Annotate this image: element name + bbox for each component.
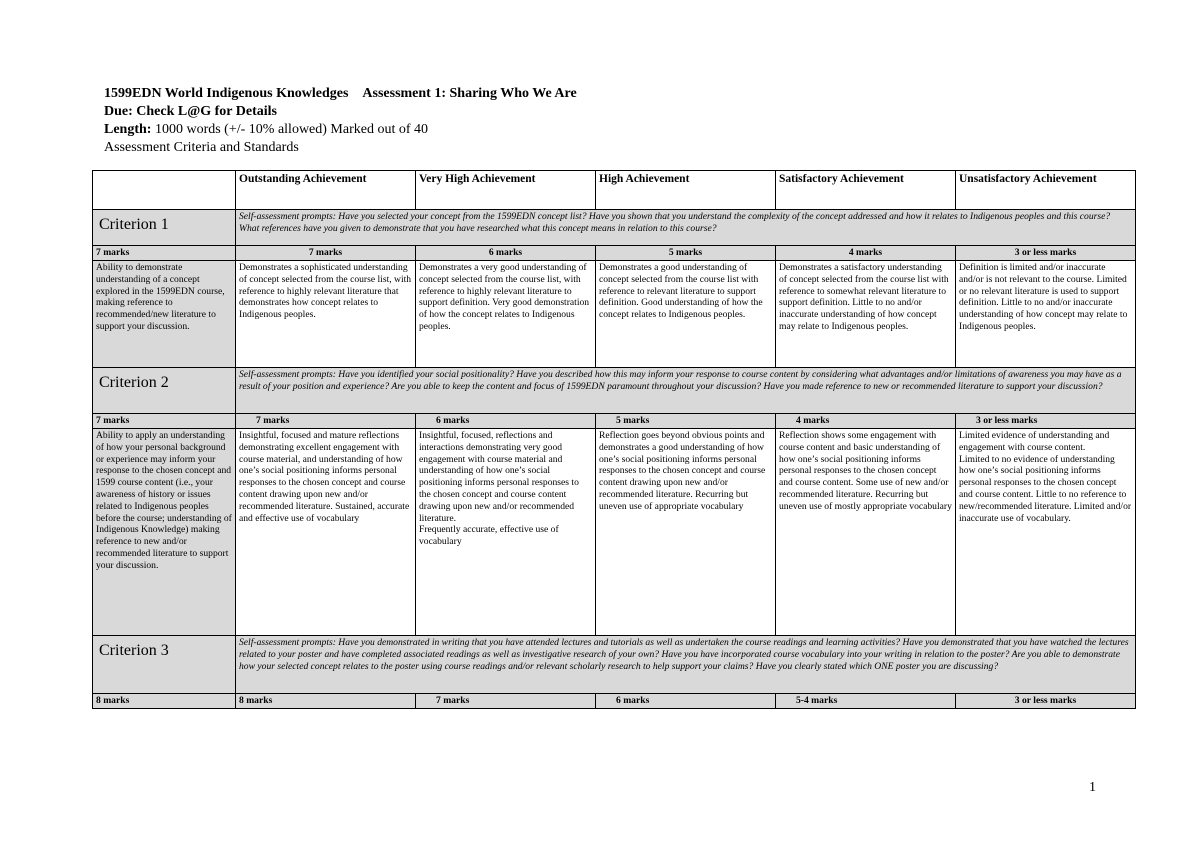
rubric-table xyxy=(92,170,1136,709)
criterion-1-marks-very-high: 6 marks xyxy=(416,246,596,261)
criterion-2-marks-unsatisfactory: 3 or less marks xyxy=(956,414,1136,429)
criterion-1-marks-total: 7 marks xyxy=(93,246,236,261)
column-header-unsatisfactory: Unsatisfactory Achievement xyxy=(956,171,1136,210)
criterion-1-marks-high: 5 marks xyxy=(596,246,776,261)
length-value: 1000 words (+/- 10% allowed) Marked out of 40 xyxy=(154,122,429,137)
criterion-1-descriptions-row xyxy=(93,261,1136,368)
criterion-2-description: Ability to apply an understanding of how your personal background or experience may inform your response to the chosen concept and 1599 course content (i.e., your awareness of history or issues related to Indigenous peoples before the course; understanding of Indigenous Knowledge) making reference to new and/or recommended literature to support your discussion. xyxy=(93,429,236,636)
criterion-1-satisfactory-text: Demonstrates a satisfactory understanding of concept selected from the course list with reference to somewhat relevant literature to support definition. Little to no and/or inaccurate understanding of how concept may relate to Indigenous peoples. xyxy=(776,261,956,368)
criterion-3-name: Criterion 3 xyxy=(93,636,236,694)
column-header-very-high: Very High Achievement xyxy=(416,171,596,210)
criterion-3-marks-total: 8 marks xyxy=(93,694,236,709)
criterion-2-outstanding-text: Insightful, focused and mature reflections demonstrating excellent engagement with course material, and understanding of how one’s social positioning informs personal responses to the chosen concept and course content drawing upon new and/or recommended literature. Sustained, accurate and effective use of vocabulary xyxy=(236,429,416,636)
due-line: Due: Check L@G for Details xyxy=(104,104,277,119)
criterion-3-marks-high: 6 marks xyxy=(596,694,776,709)
header-row xyxy=(93,171,1136,210)
criterion-2-marks-very-high: 6 marks xyxy=(416,414,596,429)
criterion-2-marks-total: 7 marks xyxy=(93,414,236,429)
criterion-1-marks-unsatisfactory: 3 or less marks xyxy=(956,246,1136,261)
column-header-high: High Achievement xyxy=(596,171,776,210)
criterion-1-unsatisfactory-text: Definition is limited and/or inaccurate and/or is not relevant to the course. Limited or no relevant literature is used to support definition. Little to no and/or inaccurate understanding of how concept may relate to Indigenous peoples. xyxy=(956,261,1136,368)
criterion-2-satisfactory-text: Reflection shows some engagement with course content and basic understanding of how one’s social positioning informs personal responses to the chosen concept and course content. Some use of new and/or recommended literature. Recurring but uneven use of mostly appropriate vocabulary xyxy=(776,429,956,636)
column-header-empty xyxy=(93,171,236,210)
page-number: 1 xyxy=(1089,780,1096,795)
criterion-3-marks-outstanding: 8 marks xyxy=(236,694,416,709)
criterion-1-description: Ability to demonstrate understanding of a concept explored in the 1599EDN course, making reference to recommended/new literature to support your discussion. xyxy=(93,261,236,368)
criterion-1-marks-outstanding: 7 marks xyxy=(236,246,416,261)
criterion-2-high-text: Reflection goes beyond obvious points and demonstrates a good understanding of how one’s social positioning informs personal responses to the chosen concept and course content drawing upon new and/or recommended literature. Recurring but uneven use of appropriate vocabulary xyxy=(596,429,776,636)
criterion-2-marks-high: 5 marks xyxy=(596,414,776,429)
criterion-2-marks-row xyxy=(93,414,1136,429)
column-header-outstanding: Outstanding Achievement xyxy=(236,171,416,210)
criterion-1-high-text: Demonstrates a good understanding of concept selected from the course list with reference to relevant literature to support definition. Good understanding of how the concept relates to Indigenous peoples. xyxy=(596,261,776,368)
title-line xyxy=(104,85,577,103)
criterion-1-outstanding-text: Demonstrates a sophisticated understanding of concept selected from the course list, with reference to highly relevant literature that demonstrates how concept relates to Indigenous peoples. xyxy=(236,261,416,368)
criterion-1-prompt: Self-assessment prompts: Have you selected your concept from the 1599EDN concept list? Have you shown that you understand the complexity of the concept addressed and how it relates to Indigenous peoples and this course? What references have you given to demonstrate that you have researched what this concept means in relation to this course? xyxy=(236,210,1136,246)
criterion-3-marks-very-high: 7 marks xyxy=(416,694,596,709)
criterion-3-prompt: Self-assessment prompts: Have you demonstrated in writing that you have attended lectures and tutorials as well as undertaken the course readings and learning activities? Have you demonstrated that you have watched the lectures related to your poster and have completed associated readings as well as investigative research of your own? Have you have incorporated course vocabulary into your writing in relation to the poster? Are you able to demonstrate how your selected concept relates to the poster using course readings and/or relevant scholarly research to help support your claims? Have you clearly stated which ONE poster you are discussing? xyxy=(236,636,1136,694)
criterion-1-marks-row xyxy=(93,246,1136,261)
length-label: Length: xyxy=(104,122,152,137)
criterion-2-prompt: Self-assessment prompts: Have you identified your social positionality? Have you described how this may inform your response to course content by considering what advantages and/or limitations of awareness you may have as a result of your position and experience? Are you able to keep the content and focus of 1599EDN paramount throughout your discussion? Have you made reference to new or recommended literature to support your discussion? xyxy=(236,368,1136,414)
criterion-3-row xyxy=(93,636,1136,694)
course-title: 1599EDN World Indigenous Knowledges xyxy=(104,86,349,101)
criterion-3-marks-unsatisfactory: 3 or less marks xyxy=(956,694,1136,709)
criterion-2-row xyxy=(93,368,1136,414)
subtitle: Assessment Criteria and Standards xyxy=(104,140,299,155)
criterion-2-marks-outstanding: 7 marks xyxy=(236,414,416,429)
criterion-2-unsatisfactory-text: Limited evidence of understanding and engagement with course content. Limited to no evidence of understanding how one’s social positioning informs personal responses to the chosen concept and course content. Little to no reference to new/recommended literature. Limited and/or inaccurate use of vocabulary. xyxy=(956,429,1136,636)
document-header xyxy=(104,85,577,157)
criterion-2-name: Criterion 2 xyxy=(93,368,236,414)
criterion-3-marks-satisfactory: 5-4 marks xyxy=(776,694,956,709)
criterion-1-very-high-text: Demonstrates a very good understanding of concept selected from the course list, with reference to highly relevant literature to support definition. Very good demonstration of how the concept relates to Indigenous peoples. xyxy=(416,261,596,368)
criterion-1-row xyxy=(93,210,1136,246)
criterion-3-marks-row xyxy=(93,694,1136,709)
criterion-1-name: Criterion 1 xyxy=(93,210,236,246)
length-line xyxy=(104,121,577,139)
criterion-1-marks-satisfactory: 4 marks xyxy=(776,246,956,261)
criterion-2-marks-satisfactory: 4 marks xyxy=(776,414,956,429)
criterion-2-very-high-text: Insightful, focused, reflections and interactions demonstrating very good engagement with course material and understanding of how one’s social positioning informs personal responses to the chosen concept and course content drawing upon new and/or recommended literature. Frequently accurate, effective use of vocabulary xyxy=(416,429,596,636)
column-header-satisfactory: Satisfactory Achievement xyxy=(776,171,956,210)
assessment-title: Assessment 1: Sharing Who We Are xyxy=(362,86,577,101)
criterion-2-descriptions-row xyxy=(93,429,1136,636)
